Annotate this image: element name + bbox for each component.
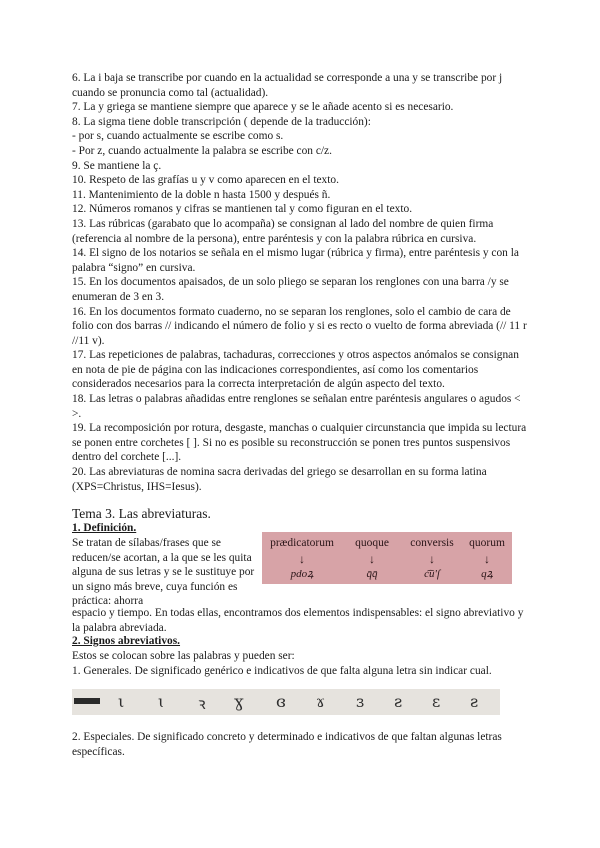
definition-text-continued: espacio y tiempo. En todas ellas, encontramos dos elementos indispensables: el signo abreviativo y la palabra abreviada. [72,607,524,634]
down-arrow-icon: ↓ [484,552,490,566]
example-abbreviation: q̄q̄ [366,568,378,580]
special-signs-text: 2. Especiales. De significado concreto y determinado e indicativos de que faltan algunas letras específicas. [72,731,502,758]
signs-text [72,649,532,678]
abbreviation-examples-image [262,532,512,584]
abbreviation-sign: ɞ [276,692,286,711]
definition-text-wrapped: Se tratan de sílabas/frases que se reducen/se acortan, a la que se les quita alguna de sus letras y se le sustituye por un signo más breve, cuya función es práctica: ahorra [72,537,255,608]
signs-heading: 2. Signos abreviativos. [72,635,181,647]
general-signs-image [72,689,500,715]
rule-12: 12. Números romanos y cifras se mantienen tal y como figuran en el texto. [72,203,413,216]
abbreviation-sign: ƨ [470,692,479,711]
rule-11: 11. Mantenimiento de la doble n hasta 1500 y después ñ. [72,188,331,201]
rule-6: 6. La i baja se transcribe por cuando en la actualidad se corresponde a una y se transcribe por j cuando se pronuncia como tal (actualidad). [72,72,503,99]
example-word: conversis [410,537,454,549]
example-word: quoque [355,537,389,549]
rule-7: 7. La y griega se mantiene siempre que aparece y se le añade acento si es necesario. [72,101,454,114]
abbreviation-sign: ƨ [394,692,403,711]
down-arrow-icon: ↓ [299,552,305,566]
abbreviation-sign: ɣ [234,692,244,711]
abbreviation-sign: ɜ [356,692,365,711]
abbreviation-sign: ɛ [432,692,441,711]
example-abbreviation: qꝝ [481,568,493,580]
rule-13: 13. Las rúbricas (garabato que lo acompaña) se consignan al lado del nombre de quien firma (referencia al nombre de la persona), entre paréntesis y con la palabra rúbrica en cursiva. [72,217,494,245]
rule-16: 16. En los documentos formato cuaderno, no se separan los renglones, solo el cambio de cara de folio con dos barras // indicando el número de folio y si es recto o vuelto de forma abreviada (// 11 r //11 v). [72,305,527,347]
horizontal-stroke-sign [74,698,100,704]
abbreviation-sign: ι [118,692,125,711]
abbreviation-example [402,536,462,580]
rule-8-sub-s: - por s, cuando actualmente se escribe como s. [72,130,284,143]
example-word: prædicatorum [270,537,334,549]
abbreviation-example [462,536,512,580]
rule-17: 17. Las repeticiones de palabras, tachaduras, correcciones y otros aspectos anómalos se consignan en nota de pie de página con las indicaciones correspondientes, así como los comentarios considerados necesarios para la correcta interpretación de algún aspecto del texto. [72,349,519,391]
example-abbreviation: c͡u'ſ [424,568,440,580]
abbreviation-example [346,536,398,580]
general-signs-text: 1. Generales. De significado genérico e indicativos de que falta alguna letra sin indicar cual. [72,664,492,677]
rule-19: 19. La recomposición por rotura, desgaste, manchas o cualquier circunstancia que impida su lectura se ponen entre corchetes [ ]. Si no es posible su reconstrucción se ponen tres puntos suspensivos dentro del corchete [...]. [72,422,527,464]
rule-9: 9. Se mantiene la ç. [72,159,162,172]
abbreviation-sign: ꝛ [198,694,206,713]
down-arrow-icon: ↓ [429,552,435,566]
rule-8-sub-z: - Por z, cuando actualmente la palabra se escribe con c/z. [72,144,332,157]
transcription-rules-list [72,71,532,494]
abbreviation-example [264,536,340,580]
signs-intro: Estos se colocan sobre las palabras y pueden ser: [72,650,295,662]
rule-18: 18. Las letras o palabras añadidas entre renglones se señalan entre paréntesis angulares o agudos < >. [72,393,521,420]
rule-14: 14. El signo de los notarios se señala en el mismo lugar (rúbrica y firma), entre paréntesis y con la palabra “signo” en cursiva. [72,247,519,274]
example-abbreviation: pdoꝝ [290,568,314,580]
abbreviation-sign: ɤ [316,692,326,711]
section-title: Tema 3. Las abreviaturas. [72,506,211,521]
rule-15: 15. En los documentos apaisados, de un solo pliego se separan los renglones con una barra /y se enumeran de 3 en 3. [72,276,509,303]
rule-10: 10. Respeto de las grafías u y v como aparecen en el texto. [72,174,339,187]
rule-8: 8. La sigma tiene doble transcripción ( depende de la traducción): [72,115,371,128]
definition-heading: 1. Definición. [72,522,137,534]
example-word: quorum [469,537,505,549]
down-arrow-icon: ↓ [369,552,375,566]
rule-20: 20. Las abreviaturas de nomina sacra derivadas del griego se desarrollan en su forma latina (XPS=Christus, IHS=Iesus). [72,466,487,493]
abbreviation-sign: ɩ [158,692,165,711]
